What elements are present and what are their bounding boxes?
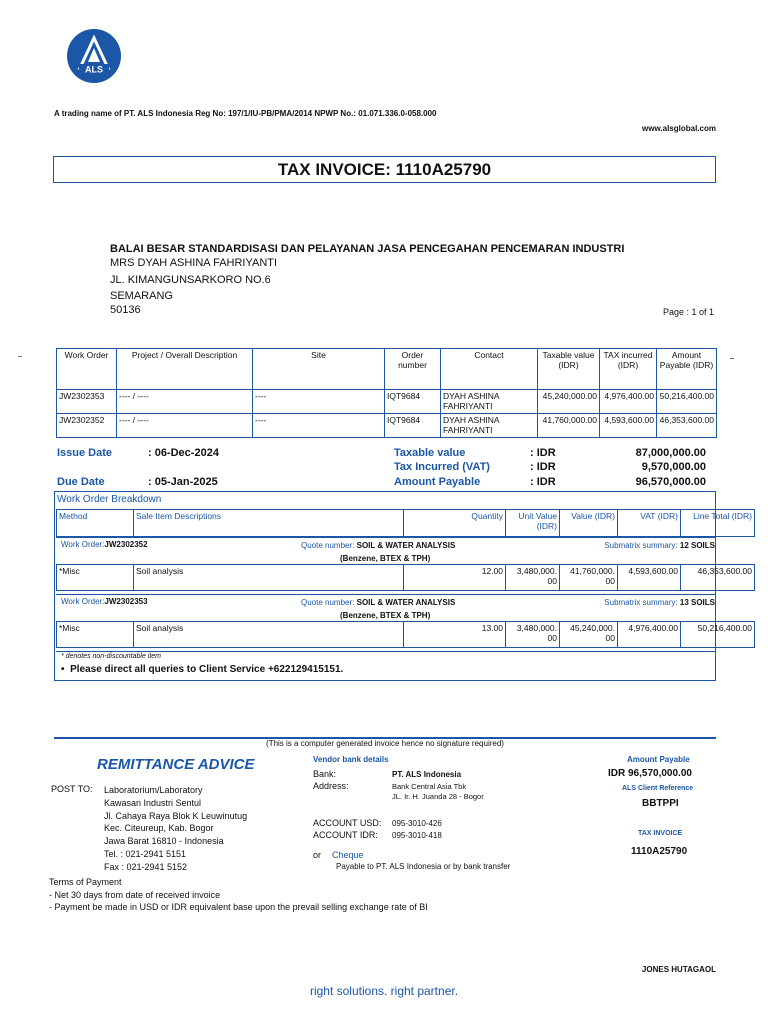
remit-amount-label: Amount Payable: [627, 755, 690, 764]
customer-address: JL. KIMANGUNSARKORO NO.6: [110, 274, 271, 286]
cell-wo: JW2302353: [57, 390, 117, 414]
cell-unit-value: 3,480,000. 00: [506, 622, 560, 648]
page-title: TAX INVOICE: 1110A25790: [277, 160, 492, 179]
client-ref-label: ALS Client Reference: [622, 785, 694, 792]
signer-name: JONES HUTAGAOL: [641, 965, 716, 974]
cell-project: ---- / ----: [117, 390, 253, 414]
col-unit-value: Unit Value (IDR): [506, 510, 560, 537]
bullet-icon: •: [61, 664, 65, 675]
cell-method: *Misc: [57, 622, 134, 648]
client-ref: BBTPPI: [642, 798, 679, 809]
amount-payable-currency: : IDR: [530, 476, 556, 488]
footer-tagline: right solutions. right partner.: [309, 984, 459, 998]
non-discountable-note: * denotes non-discountable item: [61, 653, 162, 660]
col-vat: VAT (IDR): [618, 510, 681, 537]
customer-city: SEMARANG: [110, 290, 173, 302]
remittance-title: REMITTANCE ADVICE: [97, 756, 255, 773]
col-line-total: Line Total (IDR): [681, 510, 755, 537]
group1-submatrix: Submatrix summary: 12 SOILS: [604, 541, 715, 550]
cell-quantity: 13.00: [404, 622, 506, 648]
cell-tax: 4,976,400.00: [600, 390, 657, 414]
or-text: or: [313, 850, 322, 860]
group2-submatrix: Submatrix summary: 13 SOILS: [604, 598, 715, 607]
cheque-label: Cheque: [332, 850, 364, 860]
logo-icon: [66, 28, 122, 84]
page-number: Page : 1 of 1: [662, 307, 714, 317]
col-method: Method: [57, 510, 134, 537]
post-to-label: POST TO:: [51, 784, 93, 794]
cell-tax: 4,593,600.00: [600, 414, 657, 438]
account-idr-label: ACCOUNT IDR:: [313, 830, 378, 840]
group2-quote-detail: (Benzene, BTEX & TPH): [340, 611, 431, 620]
taxable-label: Taxable value: [394, 447, 466, 459]
generated-note: (This is a computer generated invoice hence no signature required): [266, 739, 504, 748]
account-usd-label: ACCOUNT USD:: [313, 818, 382, 828]
due-date-value: : 05-Jan-2025: [148, 476, 218, 488]
tax-invoice-label: TAX INVOICE: [638, 830, 683, 837]
account-idr: 095-3010-418: [392, 831, 442, 840]
col-contact: Contact: [441, 349, 538, 390]
vat-value: 9,570,000.00: [641, 461, 706, 473]
tax-invoice-number: 1110A25790: [631, 846, 688, 857]
col-project: Project / Overall Description: [117, 349, 253, 390]
cell-amount: 50,216,400.00: [657, 390, 717, 414]
col-order-number: Order number: [385, 349, 441, 390]
terms-of-payment: Terms of Payment - Net 30 days from date of received invoice - Payment be made in USD or IDR equivalent base upon the prevail selling exchange rate of BI: [49, 877, 428, 912]
customer-org: BALAI BESAR STANDARDISASI DAN PELAYANAN JASA PENCEGAHAN PENCEMARAN INDUSTRI: [110, 243, 625, 255]
group1-quote-detail: (Benzene, BTEX & TPH): [340, 554, 431, 563]
col-description: Sale Item Descriptions: [134, 510, 404, 537]
taxable-currency: : IDR: [530, 447, 556, 459]
als-logo: [66, 28, 122, 84]
address-label: Address:: [313, 781, 349, 791]
account-usd: 095-3010-426: [392, 819, 442, 828]
col-amount: Amount Payable (IDR): [657, 349, 717, 390]
margin-mark: [730, 358, 734, 359]
cell-taxable: 45,240,000.00: [538, 390, 600, 414]
cell-vat: 4,976,400.00: [618, 622, 681, 648]
cell-description: Soil analysis: [134, 622, 404, 648]
col-tax: TAX incurred (IDR): [600, 349, 657, 390]
bank-address: Bank Central Asia Tbk JL. Ir. H. Juanda 28 - Bogor: [392, 782, 484, 801]
cell-value: 45,240,000. 00: [560, 622, 618, 648]
vat-currency: : IDR: [530, 461, 556, 473]
cell-vat: 4,593,600.00: [618, 565, 681, 591]
post-to-address: Laboratorium/Laboratory Kawasan Industri Sentul Jl. Cahaya Raya Blok K Leuwinutug Kec. Citeureup, Kab. Bogor Jawa Barat 16810 - Indonesia Tel. : 021-2941 5151 Fax : 021-2941 5152: [104, 785, 248, 872]
cell-order: IQT9684: [385, 414, 441, 438]
cell-unit-value: 3,480,000. 00: [506, 565, 560, 591]
col-site: Site: [253, 349, 385, 390]
cell-quantity: 12.00: [404, 565, 506, 591]
website-link[interactable]: www.alsglobal.com: [642, 124, 716, 133]
group2-row: [56, 621, 755, 648]
payable-to: Payable to PT. ALS Indonesia or by bank transfer: [336, 862, 511, 871]
customer-postcode: 50136: [110, 304, 141, 316]
taxable-value: 87,000,000.00: [635, 447, 706, 459]
col-work-order: Work Order: [57, 349, 117, 390]
group1-wo: Work Order:JW2302352: [61, 540, 148, 549]
col-value: Value (IDR): [560, 510, 618, 537]
customer-name: MRS DYAH ASHINA FAHRIYANTI: [110, 257, 278, 269]
cell-method: *Misc: [57, 565, 134, 591]
amount-payable-label: Amount Payable: [394, 476, 481, 488]
work-order-table: [56, 348, 717, 438]
cell-order: IQT9684: [385, 390, 441, 414]
query-line: • Please direct all queries to Client Service +622129415151.: [61, 664, 344, 675]
cell-value: 41,760,000. 00: [560, 565, 618, 591]
col-taxable: Taxable value (IDR): [538, 349, 600, 390]
cell-project: ---- / ----: [117, 414, 253, 438]
cell-description: Soil analysis: [134, 565, 404, 591]
cell-site: ----: [253, 390, 385, 414]
issue-date-value: : 06-Dec-2024: [148, 447, 219, 459]
cell-line-total: 50,216,400.00: [681, 622, 755, 648]
group2-quote: Quote number: SOIL & WATER ANALYSIS: [301, 598, 456, 607]
group1-quote: Quote number: SOIL & WATER ANALYSIS: [301, 541, 456, 550]
cell-contact: DYAH ASHINA FAHRIYANTI: [441, 414, 538, 438]
due-date-label: Due Date: [57, 476, 105, 488]
cell-contact: DYAH ASHINA FAHRIYANTI: [441, 390, 538, 414]
trading-name: A trading name of PT. ALS Indonesia Reg No: 197/1/IU-PB/PMA/2014 NPWP No.: 01.071.336.0-058.000: [54, 109, 437, 118]
bank-label: Bank:: [313, 769, 337, 779]
cell-wo: JW2302352: [57, 414, 117, 438]
cell-taxable: 41,760,000.00: [538, 414, 600, 438]
table-row: [57, 414, 717, 438]
vendor-bank-title: Vendor bank details: [313, 755, 389, 764]
breakdown-header: [56, 509, 755, 537]
logo-text: ALS: [85, 64, 103, 75]
margin-mark: [18, 356, 22, 357]
col-quantity: Quantity: [404, 510, 506, 537]
group1-row: [56, 564, 755, 591]
breakdown-title: Work Order Breakdown: [57, 494, 162, 505]
bank-name: PT. ALS Indonesia: [392, 770, 462, 779]
cell-site: ----: [253, 414, 385, 438]
remit-amount: IDR 96,570,000.00: [608, 768, 692, 779]
cell-line-total: 46,353,600.00: [681, 565, 755, 591]
issue-date-label: Issue Date: [57, 447, 113, 459]
table-row: [57, 390, 717, 414]
cell-amount: 46,353,600.00: [657, 414, 717, 438]
vat-label: Tax Incurred (VAT): [394, 461, 490, 473]
amount-payable-value: 96,570,000.00: [635, 476, 706, 488]
group2-wo: Work Order:JW2302353: [61, 597, 148, 606]
